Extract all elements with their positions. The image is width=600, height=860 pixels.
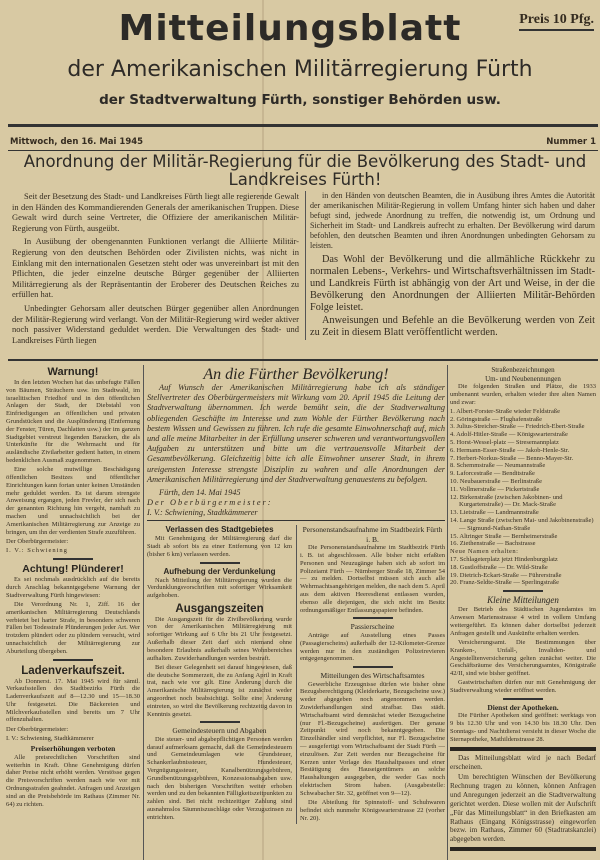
street-item: 5. Horst-Wessel-platz — Stresemannplatz: [450, 439, 559, 447]
apotheken-heading: Dienst der Apotheken.: [487, 702, 559, 712]
divider: [200, 721, 240, 723]
kleine-heading: Kleine Mitteilungen: [487, 595, 559, 606]
lead-column-left: [12, 191, 299, 348]
paragraph: Das Mitteilungsblatt wird je nach Bedarf erscheinen.: [450, 753, 596, 771]
warnung-heading: Warnung!: [47, 366, 99, 378]
notice-box: [450, 754, 596, 845]
divider: [147, 520, 445, 521]
column-left: [6, 366, 140, 810]
appeal-heading: An die Fürther Bevölkerung!: [203, 366, 389, 383]
appeal-article: [147, 366, 445, 517]
divider: [503, 698, 543, 700]
place-date: Fürth, den 14. Mai 1945: [159, 488, 241, 498]
newspaper-title: Mitteilungsblatt: [118, 8, 462, 49]
issue-number: Nummer 1: [546, 137, 596, 147]
divider: [8, 150, 598, 151]
signature: Der Oberbürgermeister:: [6, 725, 69, 733]
divider: [353, 666, 393, 668]
paragraph: Auf Wunsch der Amerikanischen Militärregierung habe ich als ständiger Stellvertreter des Oberbürgermeisters mit Wirkung vom 20. April 1945 die Leitung der Stadtverwaltung übernommen. Ich werde bemüht sein, die der Stadtverwaltung obliegenden Geschäfte im Interesse und zum Wohle der Fürther Bevölkerung nach bestem Wissen und Gewissen zu führen. Ich rufe die gesamte Einwohnerschaft auf, mich und alle meine Mitarbeiter in der Erfüllung unserer schweren und verantwortungsvollen Aufgaben zu unterstützen und bitte um die vertrauensvolle Mitarbeit der Gesamtbevölkerung. Gleichzeitig bitte ich alle Einwohner unserer Stadt, in ihrem ureigensten Interesse strengste Disziplin zu wahren und alle Anordnungen der Amerikanischen Militärregierung und der Stadtverwaltung genauestens zu befolgen.: [147, 383, 445, 484]
signature: I. V.: Schwiening, Stadtkämmerer: [6, 735, 94, 743]
street-item: 11. Vollmerstraße — Pickertstraße: [450, 485, 540, 493]
street-item: 20. Franz-Seldte-Straße — Sperlingstraße: [450, 579, 560, 587]
pluenderer-heading: Achtung! Plünderer!: [22, 563, 124, 576]
paragraph: Mit Genehmigung der Militärregierung darf die Stadt ab sofort bis zu einer Entfernung von 12 km (bisher 6 km) verlassen werden.: [147, 535, 292, 558]
paragraph: Anträge auf Ausstellung eines Passes (Passagierscheins) außerhalb der 12-Kilometer-Grenze werden nur in den zuständigen Polizeirevieren entgegengenommen.: [300, 631, 445, 663]
newspaper-subtitle-2: der Stadtverwaltung Fürth, sonstiger Behörden usw.: [99, 92, 501, 108]
paragraph: Es sei nochmals ausdrücklich auf die bereits durch Anschlag bekanntgegebene Warnung der Stadtverwaltung Fürth hingewiesen:: [6, 576, 140, 599]
passier-heading: Passierscheine: [350, 622, 395, 632]
street-list: [450, 408, 596, 548]
verlassen-heading: Verlassen des Stadtgebietes: [165, 525, 274, 535]
paragraph: Die steuer- und abgabepflichtigen Personen werden darauf aufmerksam gemacht, daß die Gemeindesteuern und Gemeindeumlagen wie Grundsteuer, Schankerlaubnissteuer, Hundesteuer, Vergnügungssteuer, Kanalbenützungsgebühren, Grundbenützungsgebühren, Konzessionsabgaben usw. nach den bisherigen Vorschriften weiter erhoben werden und zu den bekannten Fälligkeitszeitpunkten zu zahlen sind. Bei nicht rechtzeitiger Zahlung sind ausnahmslos Säumniszuschläge oder Verzugszinsen zu entrichten.: [147, 735, 292, 821]
strassen-subheading: Um- und Neubenennungen: [485, 374, 561, 383]
paragraph: Die Fürther Apotheken sind geöffnet: werktags von 9 bis 12.30 Uhr und von 14.30 bis 18.30 Uhr. Den Sonntags- und Nachtdienst versieht in dieser Woche die Sternapotheke, Mathildenstrasse 28.: [450, 712, 596, 743]
ausgang-heading: Ausgangszeiten: [175, 602, 264, 615]
street-item: 7. Herbert-Norkus-Straße — Benno-Mayer-Str.: [450, 454, 574, 462]
street-item: 3. Julius-Streicher-Straße — Friedrich-Ebert-Straße: [450, 423, 585, 431]
paragraph: Der Betrieb des Städtischen Jugendamtes im Anwesen Mariensstrasse 4 wird in vollem Umfang weitergeführt. Es können daher dortselbst jederzeit Anfragen gestellt und Auskünfte erhalten werden.: [450, 606, 596, 637]
newspaper-subtitle: der Amerikanischen Militärregierung Fürth: [67, 57, 533, 82]
laden-heading: Ladenverkaufszeit.: [21, 664, 125, 677]
paragraph: Eine solche mutwillige Beschädigung öffentlichen Besitzes und öffentlicher Einrichtungen kann fortan unter keinen Umständen mehr geduldet werden. Es ist darum strengste Anweisung ergangen, jeden Frevler, der sich nach der genannten Richtung hin vergeht, namhaft zu machen und unnachsichtlich bei der Amerikanischen Militärregierung zur Anzeige zu bringen, um ihn der verdienten Strafe zuzuführen.: [6, 466, 140, 536]
strassen-heading: Straßenbezeichnungen: [491, 366, 555, 374]
divider: [503, 590, 543, 592]
street-item: 4. Adolf-Hitler-Straße — Königswarterstraße: [450, 431, 568, 439]
divider: [450, 747, 596, 751]
paragraph: In Ausübung der obengenannten Funktionen verlangt die Alliierte Militär-Regierung von den deutschen Behörden oder Zivilisten nichts, was nicht in Einklang mit den internationalen Gesetzen steht oder was unvereinbart ist mit den Pflichten, die jeder einzelne deutsche Bürger gegenüber der Alliierten Militärregierung als der Repräsentantin der Eroberer des Deutschen Reiches zu erfüllen hat.: [12, 236, 299, 300]
paragraph: Gewerbliche Erzeugnisse dürfen wie bisher ohne Bezugsberechtigung (Kleiderkarte, Bezugscheine usw.) weder abgegeben noch angenommen werden. Zuwiderhandlungen sind strafbar. Das städt. Wirtschaftsamt wird demnächst wieder Bezugscheine (nur Fl.-Bezugscheine) ausfertigen. Der genaue Zeitpunkt wird noch bekanntgegeben. Die Einzelhändler sind verpflichtet, nur Fl. Bezugscheine — ausgefertigt vom Wirtschaftsamt der Stadt Fürth — einzulösen. Zur Zeit werden nur Bezugscheine für Kerzen unter Vorlage des Haushaltpasses und einer Bestätigung des Hauseigentümers an solche Haushaltungen ausgegeben, die weder Gas noch elektrischen Strom haben. (Ausgabestelle: Schwabacher Str. 32, geöffnet von 9—12).: [300, 680, 445, 797]
divider: [450, 847, 596, 851]
column-middle-right: [296, 525, 445, 824]
column-middle: [147, 366, 445, 824]
divider: [53, 659, 93, 661]
price-label: Preis 10 Pfg.: [519, 12, 594, 31]
paragraph: Bei dieser Gelegenheit sei darauf hingewiesen, daß die deutsche Sommerzeit, die zu Anfang April in Kraft trat, nach wie vor gilt. Eine Änderung durch die Amerikanische Militärregierung ist zunächst weder angeordnet noch beabsichtigt. Sollte eine Änderung eintreten, so wird die Bevölkerung rechtzeitig davon in Kenntnis gesetzt.: [147, 663, 292, 718]
paragraph: In den letzten Wochen hat das unbefugte Fällen von Bäumen, Sträuchern usw. im Stadtwald, im israelitischen Friedhof und in den öffentlichen Anlagen der Stadt, der Diebstahl von Einfriedigungen an öffentlichen und privaten Grundstücken und die Ausplünderung (Entfernung der Fenster, Türen, Dachlatten usw.) der im ganzen Stadtgebiet verstreut liegenden Baracken, die als Unterkünfte für die Wehrmacht und für ausländische Zivilarbeiter gedient hatten, in einem bedenklichen Ausmaß zugenommen.: [6, 379, 140, 464]
street-item: 13. Lietstraße — Landmannstraße: [450, 509, 539, 517]
paragraph: in den Händen von deutschen Beamten, die in Ausübung ihres Amtes die Autorität der amerikanischen Militär-Regierung in vollem Umfang hinter sich haben und daher befugt sind, jedwede Anordnung zu treffen, die notwendig ist, um Ordnung und Sicherheit im Stadt- und Landkreis aufrecht zu erhalten. Der Bevölkerung wird darum befohlen, den deutschen Beamten und ihren Anordnungen unbedingten Gehorsam zu leisten.: [310, 191, 595, 250]
lead-column-right: [305, 191, 595, 340]
street-item: 9. Laforcestraße — Benditstraße: [450, 470, 535, 478]
street-list-new: [450, 556, 596, 587]
signature: Der Oberbürgermeister:: [6, 537, 69, 545]
personenstand-heading: Personenstandsaufnahme im Stadtbezirk Fürth i. B.: [302, 525, 443, 544]
paragraph: Die Personenstandsaufnahme im Stadtbezirk Fürth i. B. ist abgeschlossen. Alle bisher nicht erfaßten Personen und Neuzugänge haben sich ab sofort im Polizeiamt Fürth — Nürnberger Straße 18, Zimmer 54 — zu melden. Dortselbst müssen sich auch alle Wehrmachtsangehörigen melden, die nach dem 5. April aus dem aktiven Heeresdienst entlassen wurden, ebenso alle diejenigen, die sich nicht im Besitz ordnungsmäßiger Entlassungspapiere befinden.: [300, 544, 445, 614]
signature: Der Oberbürgermeister:: [147, 498, 273, 508]
lead-headline: Anordnung der Militär-Regierung für die Bevölkerung des Stadt- und Landkreises Fürth!: [23, 152, 587, 189]
paragraph: Die folgenden Straßen und Plätze, die 1933 umbenannt wurden, erhalten wieder ihre alten Namen und zwar:: [450, 383, 596, 406]
paragraph: Seit der Besetzung des Stadt- und Landkreises Fürth liegt alle regierende Gewalt in den Händen des Kommandierenden Generals der amerikanischen Truppen. Diese Gewalt wird durch seine Vertreter, die Offiziere der amerikanischen Militär-Regierung von Fürth, ausgeübt.: [12, 191, 299, 233]
street-item: 14. Lange Straße (zwischen Mai- und Jakobinenstraße) — Sigmund-Nathan-Straße: [450, 517, 594, 532]
steuern-heading: Gemeindesteuern und Abgaben: [172, 726, 267, 736]
wirtschaft-heading: Mitteilungen des Wirtschaftsamtes: [320, 671, 425, 681]
preise-heading: Preiserhöhungen verboten: [30, 744, 116, 754]
street-item: 15. Altringer Straße — Bernheimerstraße: [450, 532, 558, 540]
paragraph: Anweisungen und Befehle an die Bevölkerung werden von Zeit zu Zeit in diesem Blatt veröffentlicht werden.: [310, 315, 595, 338]
paragraph: Nach Mitteilung der Militärregierung wurden die Verdunklungsvorschriften mit sofortiger Wirksamkeit aufgehoben.: [147, 576, 292, 600]
paragraph: Versicherungsamt. Die Bestimmungen über Kranken-, Unfall-, Invaliden- und Angestelltenversicherung gelten zunächst weiter. Die Geschäftsräume des Versicherungsamtes, Königstraße 42/II, sind wie bisher geöffnet.: [450, 638, 596, 678]
paragraph: Ab Donnerst. 17. Mai 1945 wird für sämtl. Verkaufsstellen des Stadtbezirks Fürth die Ladenverkaufszeit auf 8—12.30 und 15—18.30 Uhr festgesetzt. Die Bäckereien und Milchverkaufsstellen sind bereits um 7 Uhr offenzuhalten.: [6, 677, 140, 724]
paragraph: Um berechtigten Wünschen der Bevölkerung Rechnung tragen zu können, können Anfragen und Anregungen jederzeit an die Stadtverwaltung gerichtet werden. Diese wollen mit der Aufschrift „Für das Mitteilungsblatt“ in den Briefkasten am Rathaus (Eingang Königsstrasse) eingeworfen bezw. im Rathaus, Zimmer 60 (Stadtratskanzlei) abgegeben werden.: [450, 772, 596, 844]
paragraph: Die Verordnung Nr. 1, Ziff. 16 der amerikanischen Militärregierung Deutschlands verbietet bei harter Strafe, in besonders schweren Fällen bei Todesstrafe Plünderungen jeder Art. Wer trotzdem plündert oder zu plündern versucht, wird unnachsichtlich der Militärregierung zur Aburteilung übergeben.: [6, 600, 140, 655]
new-names-heading: Neue Namen erhalten:: [450, 548, 519, 556]
paragraph: Die Ausgangszeit für die Zivilbevölkerung wurde von der Amerikanischen Militärregierung mit sofortiger Wirkung auf 6 Uhr bis 21 Uhr festgesetzt. Außerhalb dieser Zeit darf sich niemand ohne besondere Erlaubnis außerhalb seines Wohnbereiches aufhalten. Zuwiderhandlungen werden bestraft.: [147, 615, 292, 662]
issue-date: Mittwoch, den 16. Mai 1945: [10, 137, 144, 147]
paragraph: Die Abteilung für Spinnstoff- und Schuhwaren befindet sich nunmehr Königswarterstrasse 22 (vorher Nr. 20).: [300, 799, 445, 822]
divider: [353, 617, 393, 619]
street-item: 17. Schlageterplatz jetzt Hindenburgplatz: [450, 556, 558, 564]
column-middle-left: [147, 525, 292, 824]
divider: [200, 562, 240, 564]
paragraph: Gastwirtschaften dürfen nur mit Genehmigung der Stadtverwaltung wieder eröffnet werden.: [450, 679, 596, 695]
divider: [8, 124, 598, 127]
paragraph: Alle preisrechtlichen Vorschriften sind weiterhin in Kraft. Ohne Genehmigung dürfen daher Preise nicht erhöht werden. Verstösse gegen die Preisvorschriften werden nach wie vor mit Ordnungsstrafen geahndet. Anfragen und Anzeigen sind an die Preisbehörde im Rathaus (Zimmer Nr. 64) zu richten.: [6, 753, 140, 808]
street-item: 12. Birkenstraße (zwischen Jakobinen- und Kurgartenstraße) — Dr. Mack-Straße: [450, 493, 563, 509]
column-right: [450, 366, 596, 854]
verdunkelung-heading: Aufhebung der Verdunkelung: [163, 566, 276, 576]
divider: [53, 558, 93, 560]
street-item: 6. Hermann-Esser-Straße — Jakob-Henle-Str.: [450, 446, 570, 454]
column-rule: [143, 365, 144, 860]
street-item: 1. Albert-Forster-Straße wieder Feldstraße: [450, 407, 560, 415]
street-item: 8. Schemmstraße — Neumannstraße: [450, 462, 546, 470]
signature: I. V.: Schwiening: [6, 547, 68, 555]
street-item: 19. Dietrich-Eckart-Straße — Führerstraße: [450, 571, 562, 579]
divider: [8, 359, 598, 361]
paragraph: Unbedingter Gehorsam aller deutschen Bürger gegenüber allen Anordnungen der Militär-Regierung wird verlangt. Von der Militär-Regierung wird weder aktiver noch passiver Widerstand geduldet werden. Die Verwaltungen des Stadt- und Landkreises Fürth liegen: [12, 302, 299, 345]
street-item: 16. Ziethenstraße — Bachstrasse: [450, 540, 536, 548]
signature: I. V.: Schwiening, Stadtkämmerer: [147, 507, 258, 517]
street-item: 2. Göringstraße — Flughafenstraße: [450, 415, 543, 423]
street-item: 10. Neubauerstraße — Berlinstraße: [450, 478, 543, 486]
column-rule: [447, 365, 448, 860]
paragraph: Das Wohl der Bevölkerung und die allmähliche Rückkehr zu normalen Lebens-, Verkehrs- und Wirtschaftsverhältnissen im Stadt- und Landkreis Fürth ist abhängig von der Art und Weise, in der die Bevölkerung den Anordnungen der Alliierten Militär-Behörden Folge leistet.: [310, 254, 595, 313]
street-item: 18. Gustloffstraße — Dr. Wild-Straße: [450, 563, 548, 571]
